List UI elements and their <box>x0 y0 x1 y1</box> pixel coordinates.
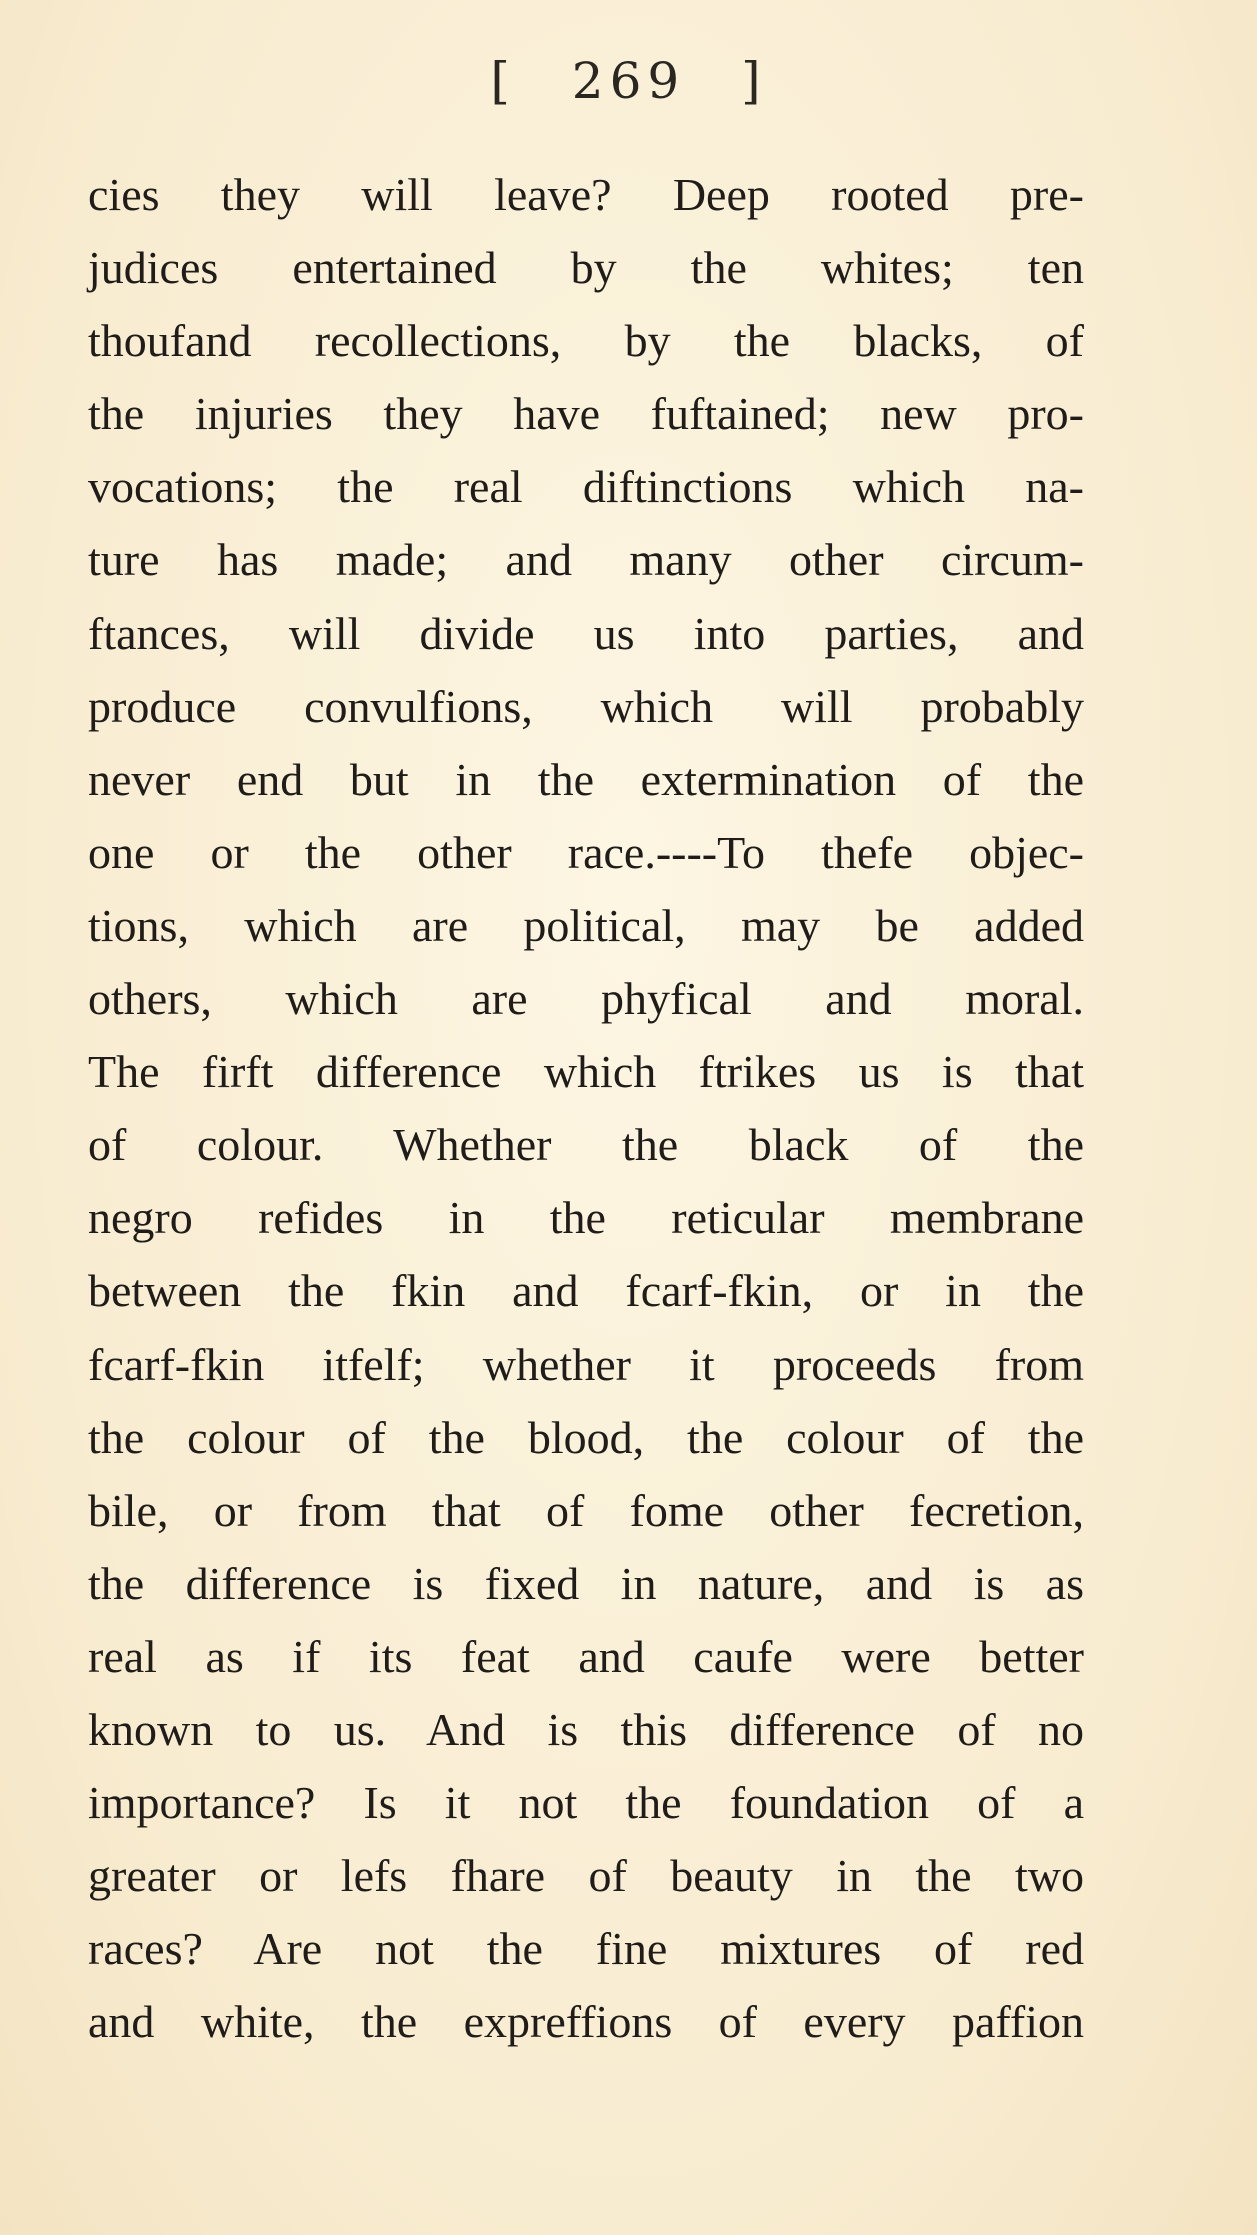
text-line: the colour of the blood, the colour of the <box>88 1411 1084 1463</box>
text-line: known to us. And is this difference of no <box>88 1703 1084 1755</box>
text-line: ftances, will divide us into parties, and <box>88 607 1084 659</box>
text-line: the injuries they have fuftained; new pro- <box>88 388 1084 440</box>
text-line: never end but in the extermination of the <box>88 753 1084 805</box>
text-line: negro refides in the reticular membrane <box>88 1192 1084 1244</box>
text-line: vocations; the real diftinctions which na- <box>88 461 1084 513</box>
text-line: between the fkin and fcarf-fkin, or in the <box>88 1265 1084 1317</box>
text-line: real as if its feat and caufe were better <box>88 1630 1084 1682</box>
text-line: fcarf-fkin itfelf; whether it proceeds from <box>88 1338 1084 1390</box>
text-line: and white, the expreffions of every paffion <box>88 1996 1084 2048</box>
text-line: tions, which are political, may be added <box>88 899 1084 951</box>
text-line: the difference is fixed in nature, and is as <box>88 1557 1084 1609</box>
text-line: importance? Is it not the foundation of a <box>88 1777 1084 1829</box>
text-line: ture has made; and many other circum- <box>88 534 1084 586</box>
text-line: The firft difference which ftrikes us is that <box>88 1046 1084 1098</box>
text-line: cies they will leave? Deep rooted pre- <box>88 169 1084 220</box>
text-line: races? Are not the fine mixtures of red <box>88 1923 1084 1975</box>
text-line: others, which are phyfical and moral. <box>88 973 1084 1025</box>
text-line: bile, or from that of fome other fecretion, <box>88 1484 1084 1536</box>
page-header <box>0 52 1257 110</box>
text-line: judices entertained by the whites; ten <box>88 242 1084 294</box>
text-line: greater or lefs fhare of beauty in the two <box>88 1850 1084 1902</box>
text-line: thoufand recollections, by the blacks, of <box>88 315 1084 367</box>
page-number: 269 <box>571 52 686 110</box>
page-bracket-left: [ <box>490 52 516 110</box>
text-line: of colour. Whether the black of the <box>88 1119 1084 1171</box>
text-line: one or the other race.----To thefe objec- <box>88 826 1084 878</box>
page-bracket-right: ] <box>741 52 767 110</box>
body-text <box>88 158 1084 2058</box>
text-line: produce convulfions, which will probably <box>88 680 1084 732</box>
